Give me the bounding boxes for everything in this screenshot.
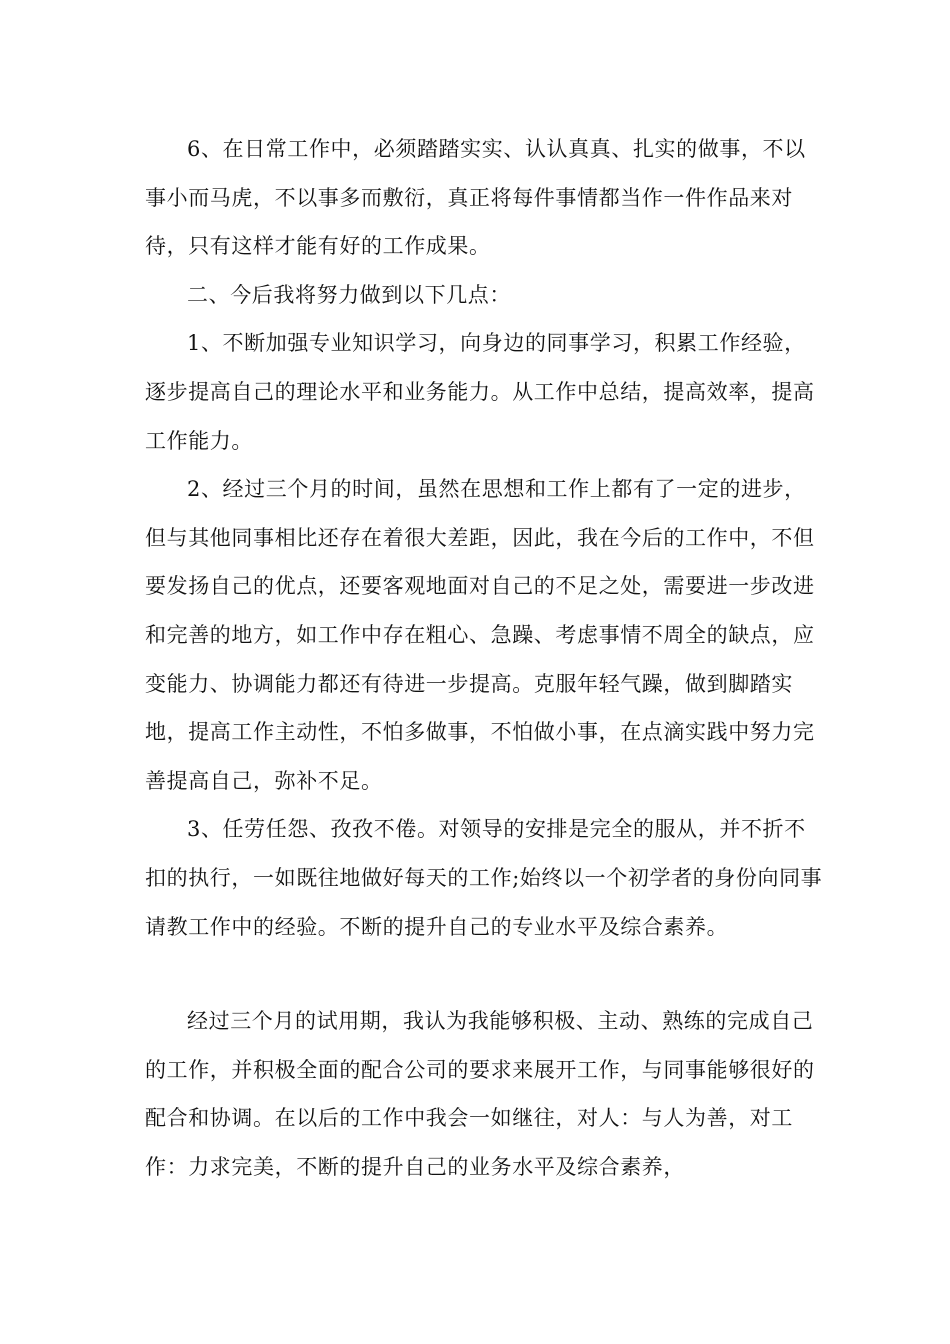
closing-paragraph: 经过三个月的试用期，我认为我能够积极、主动、熟练的完成自己的工作，并积极全面的配合公司的要求来展开工作，与同事能够很好的配合和协调。在以后的工作中我会一如继往，对人：与人为善，对工作：力求完美，不断的提升自己的业务水平及综合素养， — [145, 1009, 815, 1179]
paragraph-plan-2: 2、经过三个月的时间，虽然在思想和工作上都有了一定的进步，但与其他同事相比还存在着很大差距，因此，我在今后的工作中，不但要发扬自己的优点，还要客观地面对自己的不足之处，需要进一步改进和完善的地方，如工作中存在粗心、急躁、考虑事情不周全的缺点，应变能力、协调能力都还有待进一步提高。克服年轻气躁，做到脚踏实地，提高工作主动性，不怕多做事，不怕做小事，在点滴实践中努力完善提高自己，弥补不足。 — [145, 477, 815, 793]
paragraph-item-6: 6、在日常工作中，必须踏踏实实、认认真真、扎实的做事，不以事小而马虎，不以事多而敷衍，真正将每件事情都当作一件作品来对待，只有这样才能有好的工作成果。 — [145, 137, 806, 259]
document-body — [145, 125, 825, 1191]
paragraph-plan-3: 3、任劳任怨、孜孜不倦。对领导的安排是完全的服从，并不折不扣的执行，一如既往地做好每天的工作;始终以一个初学者的身份向同事请教工作中的经验。不断的提升自己的专业水平及综合素养。 — [145, 817, 823, 939]
section-heading-future-plans: 二、今后我将努力做到以下几点： — [187, 282, 511, 307]
paragraph-spacer — [145, 951, 825, 997]
paragraph-plan-1: 1、不断加强专业知识学习，向身边的同事学习，积累工作经验，逐步提高自己的理论水平和业务能力。从工作中总结，提高效率，提高工作能力。 — [145, 331, 815, 453]
